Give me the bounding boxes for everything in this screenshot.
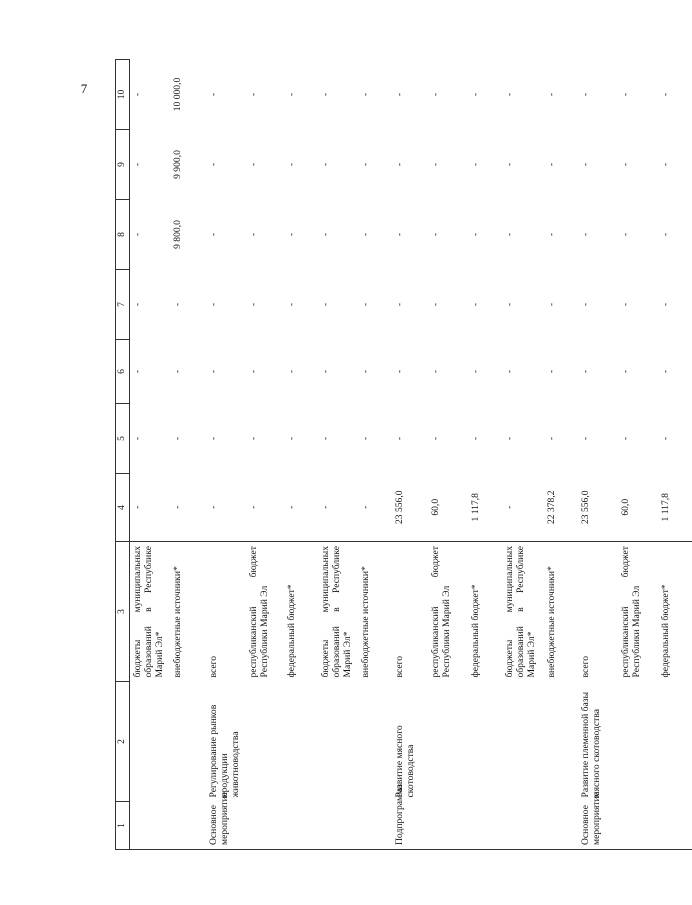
table-cell-c1 <box>284 802 318 850</box>
table-cell-c1 <box>130 802 170 850</box>
table-cell-c9: 9 900,0 <box>171 150 183 179</box>
table-cell-c1: Основное мероприятие <box>206 802 246 850</box>
table-cell-c5: - <box>545 436 557 441</box>
table-cell-c8: - <box>579 232 591 237</box>
table-cell-c9: - <box>247 162 259 167</box>
table-cell-c9: - <box>207 162 219 167</box>
table-cell-c2 <box>170 682 206 802</box>
table-cell-c6: - <box>393 369 405 374</box>
table-cell-c4: - <box>130 474 170 542</box>
table-row <box>358 60 392 850</box>
table-cell-c10: - <box>207 92 219 97</box>
table-cell-c6: - <box>429 369 441 374</box>
table-cell-c4: - <box>170 474 206 542</box>
table-cell-c2 <box>246 682 284 802</box>
table-cell-c9: - <box>132 162 143 167</box>
table-cell-c3: бюджеты муниципальных образований в Республике Марий Эл* <box>132 546 165 678</box>
table-cell-c3: республиканский бюджет Республики Марий Эл <box>619 546 642 678</box>
table-cell-c8: - <box>469 232 481 237</box>
table-cell-c3: всего <box>207 655 219 678</box>
table-cell-c3: республиканский бюджет Республики Марий Эл <box>429 546 452 678</box>
table-row <box>170 60 206 850</box>
table-cell-c8: - <box>429 232 441 237</box>
table-cell-c5: - <box>393 436 405 441</box>
table-cell-c7: - <box>359 302 371 307</box>
table-cell-c6: - <box>319 369 331 374</box>
table-cell-c6: - <box>285 369 297 374</box>
table-cell-c1 <box>170 802 206 850</box>
table-cell-c5: - <box>579 436 591 441</box>
table-cell-c4: 22 378,2 <box>544 474 578 542</box>
table-cell-c10: - <box>545 92 557 97</box>
table-cell-c8: - <box>545 232 557 237</box>
table-cell-c7: - <box>247 302 259 307</box>
table-cell-c6: - <box>171 369 183 374</box>
table-cell-c8: - <box>359 232 371 237</box>
table-cell-c8: - <box>132 232 143 237</box>
table-row <box>468 60 502 850</box>
header-cell: 7 <box>116 270 130 340</box>
table-cell-c5: - <box>247 436 259 441</box>
table-cell-c2 <box>358 682 392 802</box>
table-cell-c2: Регулирование рынков продукции животноводства <box>207 704 241 798</box>
table-cell-c9: - <box>393 162 405 167</box>
table-cell-c6: - <box>579 369 591 374</box>
table-cell-c10: - <box>579 92 591 97</box>
table-row <box>658 60 692 850</box>
table-cell-c7: - <box>429 302 441 307</box>
table-cell-c5: - <box>659 436 671 441</box>
table-row <box>392 60 428 850</box>
table-cell-c9: - <box>579 162 591 167</box>
table-cell-c10: - <box>469 92 481 97</box>
table-row <box>428 60 468 850</box>
table-cell-c3: всего <box>579 655 591 678</box>
table-cell-c9: - <box>429 162 441 167</box>
table-cell-c7: - <box>659 302 671 307</box>
table-cell-c10: - <box>659 92 671 97</box>
table-cell-c3: республиканский бюджет Республики Марий Эл <box>247 546 270 678</box>
table-cell-c2 <box>468 682 502 802</box>
table-cell-c2 <box>428 682 468 802</box>
table-cell-c10: - <box>503 92 515 97</box>
table-cell-c3: внебюджетные источники* <box>545 566 557 678</box>
page-number: 7 <box>80 80 88 96</box>
table-cell-c7: - <box>545 302 557 307</box>
table-cell-c5: - <box>359 436 371 441</box>
table-cell-c8: - <box>247 232 259 237</box>
header-cell: 8 <box>116 200 130 270</box>
table-cell-c5: - <box>132 436 143 441</box>
table-cell-c10: - <box>132 92 143 97</box>
table-cell-c7: - <box>285 302 297 307</box>
table-cell-c8: - <box>285 232 297 237</box>
table-cell-c2 <box>658 682 692 802</box>
table-cell-c8: - <box>393 232 405 237</box>
header-cell: 5 <box>116 404 130 474</box>
table-cell-c8: - <box>503 232 515 237</box>
table-cell-c10: - <box>319 92 331 97</box>
table-cell-c1 <box>246 802 284 850</box>
table-row <box>544 60 578 850</box>
table-body <box>130 60 692 850</box>
table-cell-c7: - <box>619 302 631 307</box>
table-cell-c6: - <box>469 369 481 374</box>
table-cell-c6: - <box>545 369 557 374</box>
table-cell-c1 <box>428 802 468 850</box>
table-cell-c9: - <box>469 162 481 167</box>
table-cell-c2 <box>130 682 170 802</box>
table-cell-c4: - <box>206 474 246 542</box>
table-cell-c1 <box>544 802 578 850</box>
table-row <box>578 60 618 850</box>
table-cell-c7: - <box>579 302 591 307</box>
table-cell-c1: Основное мероприятие <box>578 802 618 850</box>
table-cell-c7: - <box>393 302 405 307</box>
table-cell-c7: - <box>171 302 183 307</box>
table-cell-c5: - <box>171 436 183 441</box>
table-row <box>284 60 318 850</box>
table-cell-c5: - <box>503 436 515 441</box>
table-cell-c5: - <box>285 436 297 441</box>
table-cell-c5: - <box>619 436 631 441</box>
table-cell-c1 <box>502 802 544 850</box>
table-cell-c5: - <box>319 436 331 441</box>
header-cell: 3 <box>116 542 130 682</box>
header-cell: 9 <box>116 130 130 200</box>
table-cell-c7: - <box>207 302 219 307</box>
table-cell-c2: Развитие племенной базы мясного скотоводства <box>579 691 602 798</box>
table-cell-c10: - <box>285 92 297 97</box>
table-cell-c5: - <box>469 436 481 441</box>
table-cell-c7: - <box>503 302 515 307</box>
table-cell-c4: 1 117,8 <box>468 474 502 542</box>
table-cell-c3: всего <box>393 655 405 678</box>
table-cell-c1 <box>658 802 692 850</box>
table-cell-c10: - <box>247 92 259 97</box>
table-cell-c3: внебюджетные источники* <box>171 566 183 678</box>
table-cell-c2 <box>502 682 544 802</box>
table-cell-c10: - <box>429 92 441 97</box>
table-cell-c8: - <box>619 232 631 237</box>
table-cell-c10: - <box>359 92 371 97</box>
table-cell-c7: - <box>469 302 481 307</box>
table-row <box>206 60 246 850</box>
header-row <box>116 60 130 850</box>
table-cell-c8: - <box>207 232 219 237</box>
table-cell-c10: - <box>619 92 631 97</box>
table-cell-c4: - <box>246 474 284 542</box>
table-row <box>318 60 358 850</box>
table-cell-c6: - <box>207 369 219 374</box>
table-cell-c4: - <box>318 474 358 542</box>
table-cell-c5: - <box>207 436 219 441</box>
table-cell-c1 <box>318 802 358 850</box>
table-cell-c9: - <box>659 162 671 167</box>
table-cell-c7: - <box>319 302 331 307</box>
table-cell-c8: - <box>319 232 331 237</box>
budget-table <box>115 59 692 850</box>
table-cell-c10: - <box>393 92 405 97</box>
table-cell-c2 <box>544 682 578 802</box>
table-cell-c4: - <box>284 474 318 542</box>
table-cell-c6: - <box>659 369 671 374</box>
table-cell-c4: 23 556,0 <box>578 474 618 542</box>
table-cell-c4: 60,0 <box>428 474 468 542</box>
table-cell-c8: 9 800,0 <box>171 220 183 249</box>
table-cell-c3: бюджеты муниципальных образований в Республике Марий Эл* <box>503 546 537 678</box>
table-cell-c4: 1 117,8 <box>658 474 692 542</box>
table-cell-c6: - <box>247 369 259 374</box>
table-cell-c2 <box>318 682 358 802</box>
table-cell-c8: - <box>659 232 671 237</box>
table-cell-c3: федеральный бюджет* <box>659 584 671 678</box>
table-cell-c9: - <box>503 162 515 167</box>
table-cell-c9: - <box>545 162 557 167</box>
table-cell-c2 <box>284 682 318 802</box>
header-cell: 6 <box>116 340 130 404</box>
table-cell-c9: - <box>285 162 297 167</box>
table-cell-c6: - <box>359 369 371 374</box>
table-row <box>130 60 170 850</box>
table-cell-c7: - <box>132 302 143 307</box>
table-cell-c2 <box>618 682 658 802</box>
table-cell-c1 <box>468 802 502 850</box>
table-cell-c1: Подпрограмма <box>392 802 428 850</box>
table-cell-c9: - <box>319 162 331 167</box>
table-cell-c3: внебюджетные источники* <box>359 566 371 678</box>
table-cell-c3: федеральный бюджет* <box>469 584 481 678</box>
table-cell-c4: - <box>502 474 544 542</box>
table-cell-c3: федеральный бюджет* <box>285 584 297 678</box>
table-cell-c1 <box>618 802 658 850</box>
table-cell-c10: 10 000,0 <box>171 77 183 112</box>
table-cell-c2: Развитие мясного скотоводства <box>393 725 416 798</box>
table-row <box>246 60 284 850</box>
header-cell: 1 <box>116 802 130 850</box>
table-cell-c9: - <box>619 162 631 167</box>
table-cell-c4: 23 556,0 <box>392 474 428 542</box>
table-row <box>502 60 544 850</box>
table-cell-c6: - <box>619 369 631 374</box>
header-cell: 2 <box>116 682 130 802</box>
header-cell: 10 <box>116 60 130 130</box>
table-cell-c4: - <box>358 474 392 542</box>
table-row <box>618 60 658 850</box>
table-cell-c3: бюджеты муниципальных образований в Республике Марий Эл* <box>319 546 353 678</box>
table-cell-c1 <box>358 802 392 850</box>
table-cell-c6: - <box>132 369 143 374</box>
table-cell-c5: - <box>429 436 441 441</box>
header-cell: 4 <box>116 474 130 542</box>
table-cell-c6: - <box>503 369 515 374</box>
table-cell-c4: 60,0 <box>618 474 658 542</box>
table-cell-c9: - <box>359 162 371 167</box>
